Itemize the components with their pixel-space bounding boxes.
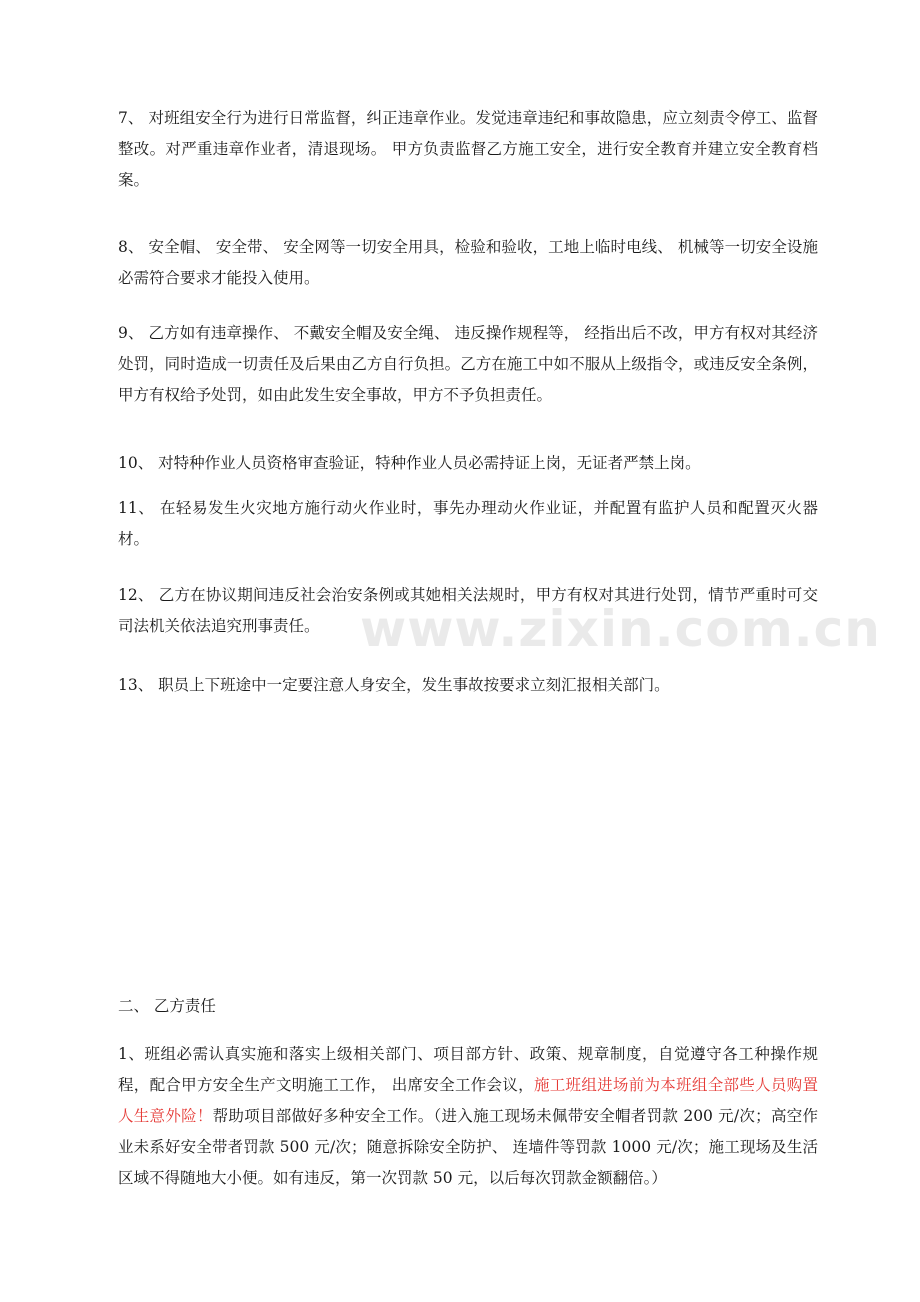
item-12: 12、 乙方在协议期间违反社会治安条例或其她相关法规时，甲方有权对其进行处罚，情节严重时可交司法机关依法追究刑事责任。	[118, 586, 818, 635]
section-heading-party-b: 二、 乙方责任	[118, 997, 216, 1015]
insurance-highlight: 施工班组进场前为本班组全部些人员购置人生意外险！	[118, 1076, 818, 1125]
section2-item-1-text-a: 1、班组必需认真实施和落实上级相关部门、项目部方针、政策、规章制度，自觉遵守各工种操作规程，配合甲方安全生产文明施工工作， 出席安全工作会议，	[118, 1045, 818, 1094]
item-8: 8、 安全帽、 安全带、 安全网等一切安全用具，检验和验收，工地上临时电线、 机械等一切安全设施必需符合要求才能投入使用。	[118, 238, 818, 287]
item-13: 13、 职员上下班途中一定要注意人身安全，发生事故按要求立刻汇报相关部门。	[118, 676, 670, 694]
item-10: 10、 对特种作业人员资格审查验证，特种作业人员必需持证上岗，无证者严禁上岗。	[118, 454, 701, 472]
section2-item-1	[118, 1039, 818, 1194]
item-7: 7、 对班组安全行为进行日常监督，纠正违章作业。发觉违章违纪和事故隐患，应立刻责令停工、监督整改。对严重违章作业者，清退现场。 甲方负责监督乙方施工安全，进行安全教育并建立安全教育档案。	[118, 109, 818, 189]
section2-item-1-text-b: 帮助项目部做好多种安全工作。（进入施工现场未佩带安全帽者罚款 200 元/次；高空作业未系好安全带者罚款 500 元/次；随意拆除安全防护、 连墙件等罚款 1000 元/次；施工现场及生活区域不得随地大小便。如有违反，第一次罚款 50 元，以后每次罚款金额翻倍。）	[118, 1107, 818, 1187]
item-11: 11、 在轻易发生火灾地方施行动火作业时，事先办理动火作业证，并配置有监护人员和配置灭火器材。	[118, 499, 818, 548]
watermark: www.zixin.com.cn	[360, 600, 881, 658]
item-9: 9、 乙方如有违章操作、 不戴安全帽及安全绳、 违反操作规程等， 经指出后不改，甲方有权对其经济处罚，同时造成一切责任及后果由乙方自行负担。乙方在施工中如不服从上级指令，或违反安全条例，甲方有权给予处罚，如由此发生安全事故，甲方不予负担责任。	[118, 324, 818, 404]
